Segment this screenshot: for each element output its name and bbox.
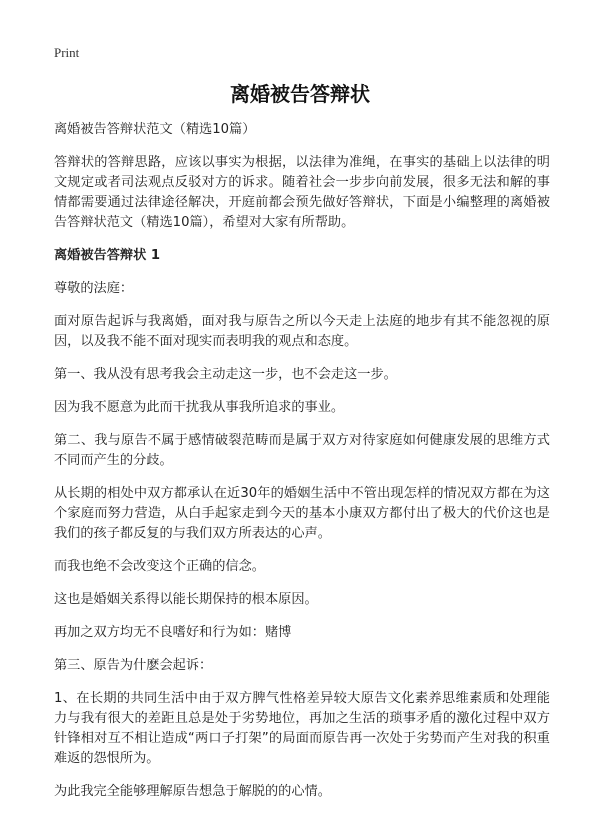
paragraph: 第一、我从没有思考我会主动走这一步，也不会走这一步。: [54, 367, 397, 382]
paragraph: 为此我完全能够理解原告想急于解脱的的心情。: [54, 784, 331, 799]
paragraph: 这也是婚姻关系得以能长期保持的根本原因。: [54, 592, 318, 607]
paragraph: 因为我不愿意为此而干扰我从事我所追求的事业。: [54, 400, 345, 415]
paragraph: 面对原告起诉与我离婚，面对我与原告之所以今天走上法庭的地步有其不能忽视的原因，以及我不能不面对现实而表明我的观点和态度。: [54, 314, 550, 349]
paragraph-salutation: 尊敬的法庭：: [54, 281, 134, 296]
print-link[interactable]: Print: [54, 45, 80, 60]
intro-paragraph: 答辩状的答辩思路，应该以事实为根据，以法律为准绳，在事实的基础上以法律的明文规定或者司法观点反驳对方的诉求。随着社会一步步向前发展，很多无法和解的事情都需要通过法律途径解决，开庭前都会预先做好答辩状，下面是小编整理的离婚被告答辩状范文（精选10篇），希望对大家有所帮助。: [54, 155, 550, 230]
document-title: 离婚被告答辩状: [230, 82, 370, 106]
paragraph: 第三、原告为什麽会起诉：: [54, 658, 213, 673]
paragraph: 1、在长期的共同生活中由于双方脾气性格差异较大原告文化素养思维素质和处理能力与我有很大的差距且总是处于劣势地位，再加之生活的琐事矛盾的激化过程中双方针锋相对互不相让造成“两口子打架”的局面而原告再一次处于劣势而产生对我的积重难返的怨恨所为。: [54, 691, 550, 766]
paragraph: 再加之双方均无不良嗜好和行为如：赌博: [54, 625, 292, 640]
section-heading: 离婚被告答辩状 1: [54, 248, 161, 263]
document-subtitle: 离婚被告答辩状范文（精选10篇）: [54, 122, 256, 137]
paragraph: 第二、我与原告不属于感情破裂范畴而是属于双方对待家庭如何健康发展的思维方式不同而产生的分歧。: [54, 433, 550, 468]
paragraph: 从长期的相处中双方都承认在近30年的婚姻生活中不管出现怎样的情况双方都在为这个家庭而努力营造，从白手起家走到今天的基本小康双方都付出了极大的代价这也是我们的孩子都反复的与我们双方所表达的心声。: [54, 486, 550, 541]
document-body: [54, 120, 550, 815]
paragraph: 而我也绝不会改变这个正确的信念。: [54, 559, 265, 574]
